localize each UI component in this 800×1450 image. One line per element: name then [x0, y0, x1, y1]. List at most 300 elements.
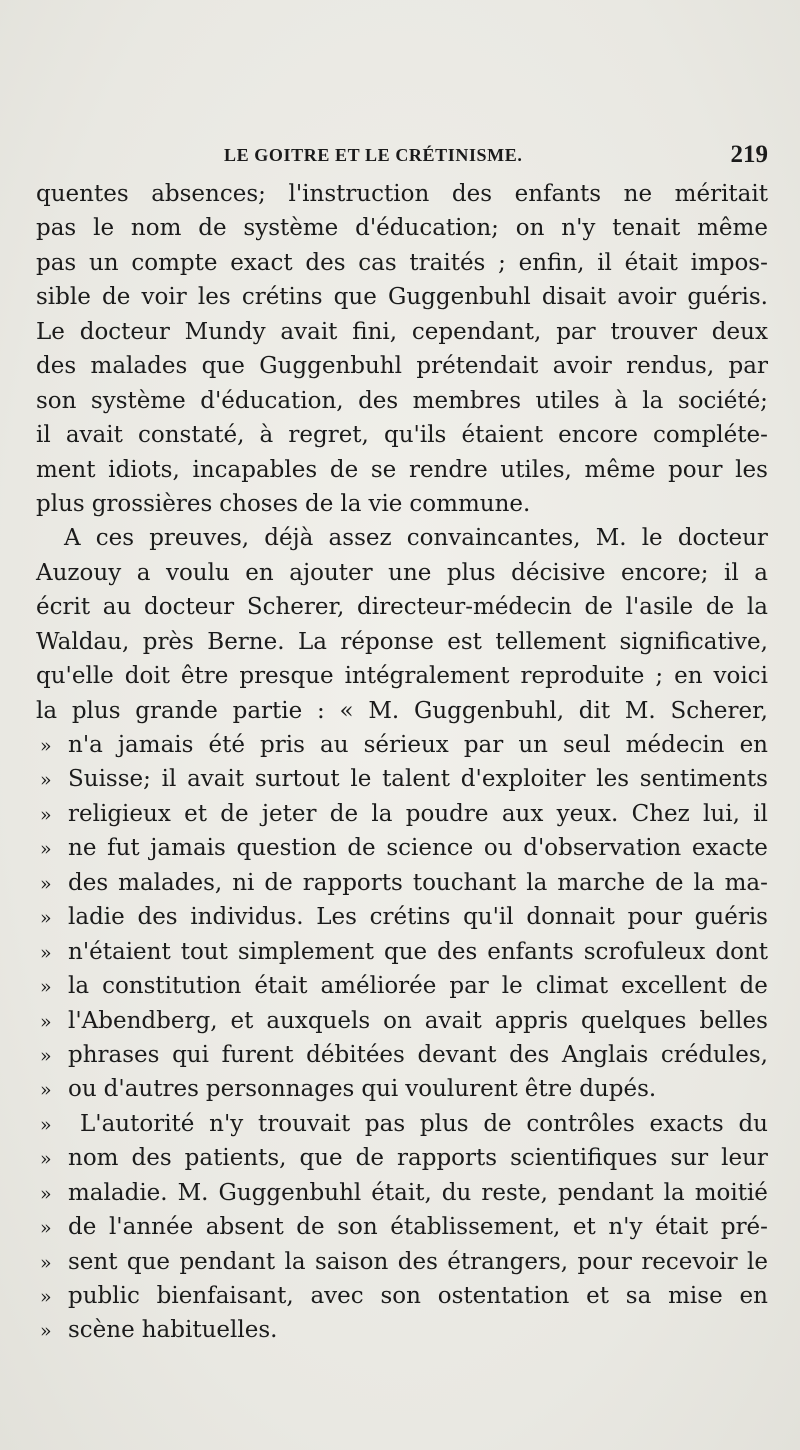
- word: il: [753, 800, 768, 827]
- word: presque: [239, 663, 334, 690]
- word: débitées: [306, 1041, 405, 1068]
- word: ;: [498, 249, 506, 276]
- word: M.: [368, 697, 400, 724]
- word: le: [641, 525, 663, 552]
- text-line: [36, 1176, 768, 1210]
- quote-mark: »: [40, 872, 52, 895]
- word: pré-: [720, 1214, 768, 1241]
- page-number: 219: [730, 141, 768, 168]
- word: est: [447, 628, 482, 655]
- word: tellement: [495, 628, 607, 655]
- text-line: [36, 246, 768, 280]
- word: la: [371, 800, 393, 827]
- line-text: [68, 1245, 768, 1279]
- word: et: [230, 1007, 254, 1034]
- word: à: [259, 422, 274, 449]
- word: ni: [232, 869, 255, 896]
- word: jeter: [261, 800, 317, 827]
- line-text: [68, 1210, 768, 1244]
- quote-mark: »: [40, 941, 52, 964]
- line-text: [36, 280, 768, 314]
- word: scientifiques: [510, 1145, 658, 1172]
- word: de: [305, 490, 334, 517]
- page-header: [36, 141, 768, 175]
- word: doit: [124, 663, 170, 690]
- quote-mark: »: [40, 838, 52, 861]
- word: n'y: [561, 215, 596, 242]
- word: simplement: [237, 938, 374, 965]
- word: réponse: [340, 628, 434, 655]
- word: sur: [670, 1145, 709, 1172]
- word: ostentation: [437, 1283, 570, 1309]
- word: la: [693, 869, 715, 896]
- word: plus: [71, 697, 121, 724]
- word: à: [614, 387, 628, 414]
- word: poudre: [405, 800, 489, 827]
- text-line: [36, 315, 768, 349]
- word: rapports: [302, 869, 403, 896]
- quote-mark: »: [40, 1010, 52, 1033]
- word: la: [746, 594, 768, 621]
- word: pour: [627, 904, 682, 931]
- word: Scherer,: [246, 594, 345, 621]
- word: Guggenbuhl,: [413, 697, 565, 724]
- word: que: [299, 1145, 343, 1172]
- word: la: [526, 869, 548, 896]
- word: des: [68, 869, 109, 896]
- text-line: [36, 177, 768, 211]
- text-line: [36, 935, 768, 969]
- word: en: [245, 559, 274, 586]
- word: qu'elle: [36, 663, 114, 690]
- word: de: [198, 215, 227, 242]
- word: rapports: [397, 1145, 498, 1172]
- word: regret,: [288, 422, 369, 449]
- word: a: [754, 559, 768, 586]
- word: docteur: [144, 594, 235, 621]
- word: il: [597, 249, 612, 276]
- word: reste,: [481, 1179, 548, 1206]
- word: public: [68, 1283, 140, 1309]
- word: fut: [107, 835, 140, 862]
- text-line: [36, 866, 768, 900]
- word: que: [333, 284, 377, 311]
- word: personnages: [205, 1076, 355, 1103]
- word: la: [36, 697, 58, 724]
- word: au: [102, 594, 132, 621]
- word: deux: [711, 318, 768, 345]
- quote-mark: »: [40, 803, 52, 826]
- word: l'Abendberg,: [68, 1007, 218, 1034]
- word: climat: [535, 973, 609, 1000]
- word: des: [36, 353, 77, 380]
- word: qu'il: [463, 904, 514, 931]
- word: leur: [721, 1145, 768, 1172]
- line-text: [36, 556, 768, 590]
- word: de: [68, 1214, 97, 1241]
- text-line: [36, 831, 768, 865]
- word: était: [655, 1214, 709, 1241]
- text-line: [36, 762, 768, 796]
- word: habituelles.: [141, 1317, 278, 1344]
- word: crétins: [241, 284, 323, 311]
- word: La: [297, 628, 327, 655]
- word: d'autres: [103, 1076, 199, 1103]
- word: une: [388, 559, 432, 586]
- line-text: [36, 315, 768, 349]
- word: le: [350, 766, 372, 793]
- word: avait: [187, 766, 245, 793]
- word: de: [329, 800, 359, 827]
- line-text: [68, 1279, 768, 1313]
- line-text: [68, 762, 768, 796]
- text-line: [36, 1313, 768, 1347]
- word: la: [284, 1248, 306, 1275]
- word: n'a: [68, 732, 103, 758]
- word: plus: [419, 1110, 469, 1137]
- word: un: [518, 732, 548, 758]
- word: son: [337, 1214, 378, 1241]
- text-line: [36, 453, 768, 487]
- word: Anglais: [561, 1041, 649, 1068]
- word: un: [88, 249, 119, 276]
- word: nom: [130, 215, 182, 242]
- word: avoir: [617, 284, 677, 311]
- word: :: [317, 697, 325, 724]
- word: et: [572, 1214, 596, 1241]
- text-line: [36, 1004, 768, 1038]
- word: par: [556, 318, 596, 345]
- quote-mark: »: [40, 1286, 52, 1308]
- word: saison: [314, 1248, 389, 1275]
- text-line: [36, 349, 768, 383]
- word: dupés.: [579, 1076, 657, 1103]
- word: des: [137, 904, 178, 931]
- word: de: [102, 284, 131, 311]
- word: des: [131, 1145, 172, 1172]
- word: significative,: [619, 628, 768, 655]
- word: compléte-: [653, 422, 768, 449]
- word: enfants: [487, 938, 574, 965]
- line-text: [68, 728, 768, 762]
- line-text: [36, 590, 768, 624]
- quote-mark: »: [40, 976, 52, 999]
- text-line: [36, 1072, 768, 1106]
- word: décisive: [511, 559, 606, 586]
- word: partie: [232, 697, 303, 724]
- line-text: [68, 831, 768, 865]
- word: de: [584, 594, 613, 621]
- word: on: [515, 215, 545, 242]
- word: en: [674, 663, 703, 690]
- word: la: [642, 387, 664, 414]
- word: des: [509, 1041, 550, 1068]
- word: fini,: [352, 318, 398, 345]
- word: en: [739, 732, 768, 758]
- text-line: [36, 659, 768, 693]
- quote-mark: »: [40, 1044, 52, 1067]
- text-line: [36, 1107, 768, 1141]
- word: les: [735, 456, 768, 483]
- word: médecin: [625, 732, 725, 758]
- word: ajouter: [289, 559, 373, 586]
- word: Chez: [631, 800, 690, 827]
- line-text: [68, 866, 768, 900]
- word: grande: [135, 697, 218, 724]
- text-line: [36, 797, 768, 831]
- word: ou: [68, 1076, 97, 1103]
- word: Berne.: [207, 628, 285, 655]
- word: qui: [172, 1041, 209, 1068]
- word: pour: [577, 1248, 632, 1275]
- word: directeur-médecin: [357, 594, 572, 621]
- word: nom: [68, 1145, 119, 1172]
- line-text: [68, 1038, 768, 1072]
- word: était: [624, 249, 678, 276]
- word: intégralement: [344, 663, 510, 690]
- word: talent: [382, 766, 451, 793]
- line-text: [36, 211, 768, 245]
- word: devant: [417, 1041, 497, 1068]
- word: crétins: [369, 904, 451, 931]
- word: pas: [364, 1110, 406, 1137]
- word: sentiments: [639, 766, 768, 793]
- word: bienfaisant,: [156, 1283, 294, 1309]
- word: avoir: [552, 353, 612, 380]
- word: malades: [90, 353, 188, 380]
- word: A: [64, 525, 81, 552]
- word: voulu: [165, 559, 230, 586]
- word: été: [208, 732, 245, 758]
- text-line: [36, 694, 768, 728]
- word: voici: [713, 663, 768, 690]
- word: religieux: [68, 800, 171, 827]
- word: sa: [625, 1283, 652, 1309]
- word: les: [596, 766, 630, 793]
- body-text: [36, 177, 768, 1348]
- word: mise: [668, 1283, 723, 1309]
- line-text: [36, 453, 768, 487]
- word: docteur: [79, 318, 170, 345]
- line-text: [68, 935, 768, 969]
- word: rendre: [408, 456, 488, 483]
- line-text: [68, 1313, 768, 1347]
- word: furent: [221, 1041, 294, 1068]
- word: cas: [358, 249, 397, 276]
- word: jamais: [117, 732, 194, 758]
- word: guéris: [694, 904, 768, 931]
- word: question: [236, 835, 337, 862]
- word: ne: [623, 181, 653, 207]
- word: reproduite: [520, 663, 645, 690]
- word: par: [449, 973, 489, 1000]
- word: Mundy: [184, 318, 266, 345]
- word: son: [380, 1283, 421, 1309]
- word: de: [483, 1110, 512, 1137]
- line-text: [36, 177, 768, 211]
- word: crédules,: [660, 1041, 768, 1068]
- word: ladie: [68, 904, 125, 931]
- text-line: [36, 969, 768, 1003]
- word: assez: [328, 525, 392, 552]
- word: méritait: [674, 181, 768, 207]
- word: se: [370, 456, 397, 483]
- word: établissement,: [390, 1214, 561, 1241]
- text-line: [36, 1141, 768, 1175]
- word: n'étaient: [68, 938, 171, 965]
- word: absent: [205, 1214, 284, 1241]
- word: il: [36, 422, 51, 449]
- line-text: [36, 246, 768, 280]
- text-line: [36, 1245, 768, 1279]
- word: seul: [563, 732, 611, 758]
- word: de: [705, 594, 735, 621]
- word: traités: [409, 249, 486, 276]
- word: être: [180, 663, 229, 690]
- word: absences;: [151, 181, 266, 207]
- word: la: [663, 1179, 685, 1206]
- word: encore;: [620, 559, 709, 586]
- word: par: [728, 353, 768, 380]
- word: sérieux: [363, 732, 449, 758]
- line-text: [68, 1004, 768, 1038]
- word: utiles,: [500, 456, 572, 483]
- word: Suisse;: [68, 766, 151, 793]
- text-line: [36, 590, 768, 624]
- word: impos-: [690, 249, 768, 276]
- word: même: [584, 456, 656, 483]
- quote-mark: »: [40, 735, 52, 757]
- word: incapables: [192, 456, 318, 483]
- text-line: [36, 728, 768, 762]
- word: ces: [95, 525, 135, 552]
- word: aux: [501, 800, 544, 827]
- word: exact: [230, 249, 293, 276]
- word: touchant: [412, 869, 517, 896]
- word: étrangers,: [447, 1248, 569, 1275]
- word: Waldau,: [36, 628, 130, 655]
- word: constitution: [102, 973, 242, 1000]
- word: science: [386, 835, 474, 862]
- line-text: [68, 1176, 768, 1210]
- text-line: [36, 556, 768, 590]
- word: d'exploiter: [460, 766, 586, 793]
- word: moitié: [694, 1179, 768, 1206]
- word: l'année: [108, 1214, 194, 1241]
- text-line: [36, 521, 768, 555]
- word: choses: [219, 490, 299, 517]
- word: qui: [361, 1076, 399, 1103]
- quote-mark: »: [40, 1148, 52, 1171]
- word: idiots,: [108, 456, 180, 483]
- word: la: [340, 490, 362, 517]
- line-text: [36, 418, 768, 452]
- word: d'éducation;: [355, 215, 499, 242]
- word: même: [697, 215, 768, 242]
- word: exacte: [691, 835, 768, 862]
- word: étaient: [461, 422, 544, 449]
- quote-mark: »: [40, 1182, 52, 1205]
- quote-mark: »: [40, 1113, 52, 1136]
- word: avait: [280, 318, 338, 345]
- word: en: [739, 1283, 768, 1309]
- word: encore: [558, 422, 638, 449]
- word: ;: [655, 663, 664, 690]
- text-line: [36, 1038, 768, 1072]
- word: compte: [131, 249, 218, 276]
- word: être: [524, 1076, 573, 1103]
- word: société;: [677, 387, 768, 414]
- word: ment: [36, 456, 96, 483]
- word: preuves,: [149, 525, 250, 552]
- line-text: [80, 1107, 768, 1141]
- word: des: [451, 181, 493, 207]
- word: enfants: [514, 181, 602, 207]
- line-text: [68, 1141, 768, 1175]
- word: auxquels: [266, 1007, 371, 1034]
- word: marche: [557, 869, 646, 896]
- word: M.: [177, 1179, 209, 1206]
- word: pendant: [557, 1179, 654, 1206]
- line-text: [36, 659, 768, 693]
- word: quentes: [36, 181, 129, 207]
- word: prétendait: [416, 353, 539, 380]
- word: appris: [494, 1007, 569, 1034]
- word: d'éducation,: [200, 387, 344, 414]
- word: pas: [36, 215, 77, 242]
- word: Guggenbuhl: [218, 1179, 362, 1206]
- quote-mark: »: [40, 1251, 52, 1274]
- word: pendant: [179, 1248, 276, 1275]
- word: sible: [36, 284, 91, 311]
- word: voir: [141, 284, 187, 311]
- word: scène: [68, 1317, 135, 1344]
- word: écrit: [36, 594, 91, 621]
- word: que: [383, 938, 428, 965]
- word: de: [296, 1214, 325, 1241]
- word: scrofuleux: [583, 938, 706, 965]
- word: Scherer,: [670, 697, 768, 724]
- word: malades,: [118, 869, 223, 896]
- word: Guggenbuhl: [387, 284, 531, 311]
- word: membres: [412, 387, 522, 414]
- word: jamais: [150, 835, 226, 862]
- word: du: [441, 1179, 472, 1206]
- word: système: [90, 387, 186, 414]
- line-text: [64, 521, 768, 555]
- word: constaté,: [137, 422, 245, 449]
- word: l'instruction: [288, 181, 430, 207]
- word: de: [347, 835, 376, 862]
- word: que: [126, 1248, 171, 1275]
- word: au: [320, 732, 349, 758]
- word: docteur: [677, 525, 768, 552]
- word: plus: [446, 559, 496, 586]
- quote-mark: »: [40, 1320, 52, 1343]
- word: dit: [578, 697, 611, 724]
- quote-mark: »: [40, 769, 52, 792]
- word: n'y: [209, 1110, 244, 1137]
- quote-mark: »: [40, 1217, 52, 1240]
- word: lui,: [703, 800, 740, 827]
- word: dont: [715, 938, 768, 965]
- word: qu'ils: [383, 422, 447, 449]
- text-line: [36, 487, 768, 521]
- word: Auzouy: [36, 559, 122, 586]
- running-title: LE GOITRE ET LE CRÉTINISME.: [224, 145, 523, 165]
- word: donnait: [526, 904, 615, 931]
- word: surtout: [254, 766, 340, 793]
